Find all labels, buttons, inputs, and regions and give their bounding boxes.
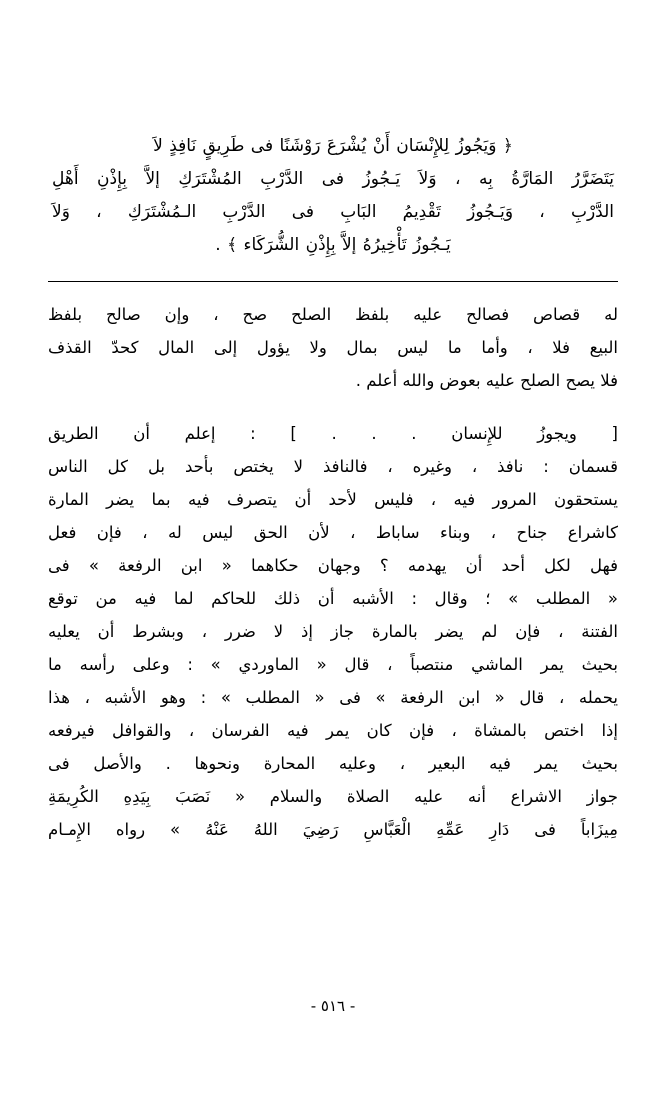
body-line: فهل لكل أحد أن يهدمه ؟ وجهان حكاهما « ابن الرفعة » فى <box>48 555 618 575</box>
body-line: قسمان : نافذ ، وغيره ، فالنافذ لا يختص بأحد بل كل الناس <box>48 456 618 476</box>
body-line: جواز الاشراع أنه عليه الصلاة والسلام « نَصَبَ بِيَدِهِ الكُرِيمَةِ <box>48 786 618 806</box>
quoted-matn-block <box>48 130 618 263</box>
body-line: بحيث يمر الماشي منتصباً ، قال « الماوردي » : وعلى رأسه ما <box>48 654 618 674</box>
body-line: إذا اختص بالمشاة ، فإن كان يمر فيه الفرسان ، والقوافل فيرفعه <box>48 720 618 740</box>
body-line: كاشراع جناح ، وبناء ساباط ، لأن الحق ليس له ، فإن فعل <box>48 522 618 542</box>
matn-line: الدَّرْبِ ، وَيَـجُوزُ تَقْدِيمُ البَابِ فى الدَّرْبِ الـمُشْتَرَكِ ، وَلاَ <box>52 202 614 223</box>
body-line: الفتنة ، فإن لم يضر بالمارة جاز إذ لا ضرر ، وبشرط أن يعليه <box>48 621 618 641</box>
body-line: فلا يصح الصلح عليه بعوض والله أعلم . <box>355 370 618 390</box>
body-line: يحمله ، قال « ابن الرفعة » فى « المطلب » : وهو الأشبه ، هذا <box>48 687 618 707</box>
matn-line: يَـجُوزُ تَأْخِيرُهُ إلاَّ بِإِذْنِ الشُّرَكَاء ﴾ . <box>215 235 451 256</box>
paragraph-two <box>48 417 618 846</box>
body-line: « المطلب » ؛ وقال : الأشبه أن ذلك للحاكم لما فيه من توقع <box>48 588 618 608</box>
section-divider <box>48 281 618 282</box>
matn-line: يَتَضَرَّرُ المَارَّةُ بِه ، وَلاَ يَـجُوزُ فى الدَّرْبِ المُشْتَرَكِ إلاَّ بِإِذْنِ أَهْلِ <box>52 169 614 190</box>
matn-line: ﴿ وَيَجُوزُ لِلإِنْسَان أَنْ يُشْرَعَ رَوْشَنًا فى طَرِيقٍ نَافِذٍ لاَ <box>153 136 513 156</box>
body-line: بحيث يمر فيه البعير ، وعليه المحارة ونحوها . والأصل فى <box>48 753 618 773</box>
paragraph-one <box>48 298 618 397</box>
body-line: له قصاص فصالح عليه بلفظ الصلح صح ، وإن صالح بلفظ <box>48 304 618 324</box>
body-line: مِيزَاباً فى دَارِ عَمِّهِ الْعَبَّاسِ رَضِيَ اللهُ عَنْهُ » رواه الإِمـام <box>48 819 618 839</box>
body-line: البيع فلا ، وأما ما ليس بمال ولا يؤول إلى المال كحدّ القذف <box>48 337 618 357</box>
body-line: يستحقون المرور فيه ، فليس لأحد أن يتصرف فيه بما يضر المارة <box>48 489 618 509</box>
body-line: [ ويجوزُ للإِنسان . . . ] : إعلم أن الطريق <box>48 423 618 443</box>
page-number: - ٥١٦ - <box>310 997 356 1015</box>
